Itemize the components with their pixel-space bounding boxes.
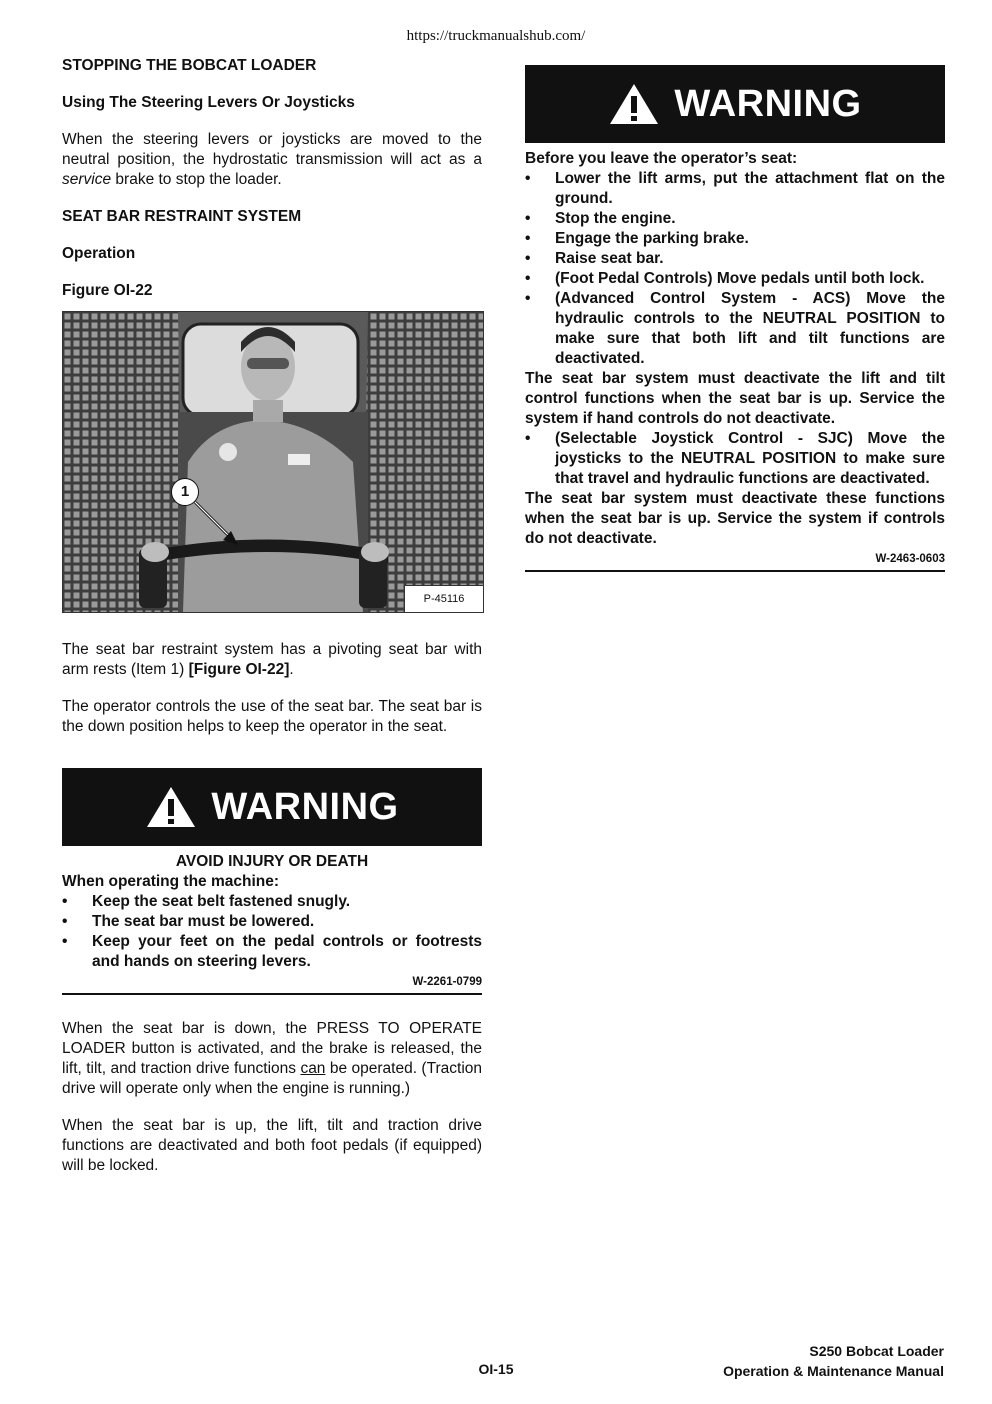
warning-code-left: W-2261-0799 xyxy=(412,976,482,988)
warning-banner-left xyxy=(62,768,482,846)
warning-avoid-injury: AVOID INJURY OR DEATH xyxy=(175,853,369,870)
paragraph-seat-bar-down: When the seat bar is down, the PRESS TO OPERATE LOADER button is activated, and the brake is released, the lift, tilt, and traction drive functions can be operated. (Traction drive will operate only when the engine is running.) xyxy=(62,1020,482,1097)
warning-list-b xyxy=(525,429,945,489)
list-item: • (Foot Pedal Controls) Move pedals until both lock. xyxy=(525,270,925,287)
manual-name: Operation & Maintenance Manual xyxy=(723,1363,944,1379)
subheading-steering: Using The Steering Levers Or Joysticks xyxy=(62,94,355,111)
list-item: • Lower the lift arms, put the attachment flat on the ground. xyxy=(525,170,945,207)
page-number: OI-15 xyxy=(478,1361,514,1377)
divider xyxy=(525,570,945,572)
list-item: • Stop the engine. xyxy=(525,210,676,227)
warning-intro: When operating the machine: xyxy=(62,873,280,890)
heading-seat-bar: SEAT BAR RESTRAINT SYSTEM xyxy=(62,208,302,225)
item-callout: 1 xyxy=(171,478,199,506)
warning-title: WARNING xyxy=(674,82,862,125)
warning-triangle-icon xyxy=(145,785,197,829)
paragraph-operator-controls: The operator controls the use of the seat bar. The seat bar is the down position helps to keep the operator in the seat. xyxy=(62,698,482,735)
list-item: • The seat bar must be lowered. xyxy=(62,913,315,930)
warning-list-left xyxy=(62,892,482,972)
warning-intro: Before you leave the operator’s seat: xyxy=(525,150,798,167)
paragraph-neutral: When the steering levers or joysticks are moved to the neutral position, the hydrostatic transmission will act as a service brake to stop the loader. xyxy=(62,131,482,188)
list-item: • Raise seat bar. xyxy=(525,250,664,267)
list-item: • (Selectable Joystick Control - SJC) Move the joysticks to the NEUTRAL POSITION to make sure that travel and hydraulic functions are deactivated. xyxy=(525,430,945,487)
paragraph-seat-bar-desc: The seat bar restraint system has a pivoting seat bar with arm rests (Item 1) [Figure OI-22]. xyxy=(62,641,482,678)
subheading-operation: Operation xyxy=(62,245,136,262)
manual-title xyxy=(723,1341,944,1381)
figure-caption: Figure OI-22 xyxy=(62,282,153,299)
warning-title: WARNING xyxy=(211,785,399,828)
warning-text-right xyxy=(525,149,945,549)
list-item: • Engage the parking brake. xyxy=(525,230,749,247)
warning-text-left xyxy=(62,852,482,972)
paragraph-seat-bar-up: When the seat bar is up, the lift, tilt and traction drive functions are deactivated and both foot pedals (if equipped) will be locked. xyxy=(62,1117,482,1174)
source-url[interactable]: https://truckmanualshub.com/ xyxy=(406,28,586,44)
operator-seat-photo xyxy=(62,311,484,613)
left-column xyxy=(62,56,482,1176)
list-item: • Keep the seat belt fastened snugly. xyxy=(62,893,351,910)
right-column xyxy=(525,65,945,572)
warning-banner-right xyxy=(525,65,945,143)
heading-stopping: STOPPING THE BOBCAT LOADER xyxy=(62,57,317,74)
warning-code-right: W-2463-0603 xyxy=(875,553,945,565)
photo-illustration xyxy=(63,312,483,612)
list-item: • Keep your feet on the pedal controls or footrests and hands on steering levers. xyxy=(62,933,482,970)
list-item: • (Advanced Control System - ACS) Move the hydraulic controls to the NEUTRAL POSITION to make sure that both lift and tilt functions are deactivated. xyxy=(525,290,945,367)
warning-para-2: The seat bar system must deactivate these functions when the seat bar is up. Service the system if controls do not deactivate. xyxy=(525,490,945,547)
warning-list-a xyxy=(525,169,945,369)
photo-id-label: P-45116 xyxy=(404,585,483,612)
model-name: S250 Bobcat Loader xyxy=(809,1343,944,1359)
warning-para-1: The seat bar system must deactivate the lift and tilt control functions when the seat bar is up. Service the system if hand controls do not deactivate. xyxy=(525,370,945,427)
warning-triangle-icon xyxy=(608,82,660,126)
